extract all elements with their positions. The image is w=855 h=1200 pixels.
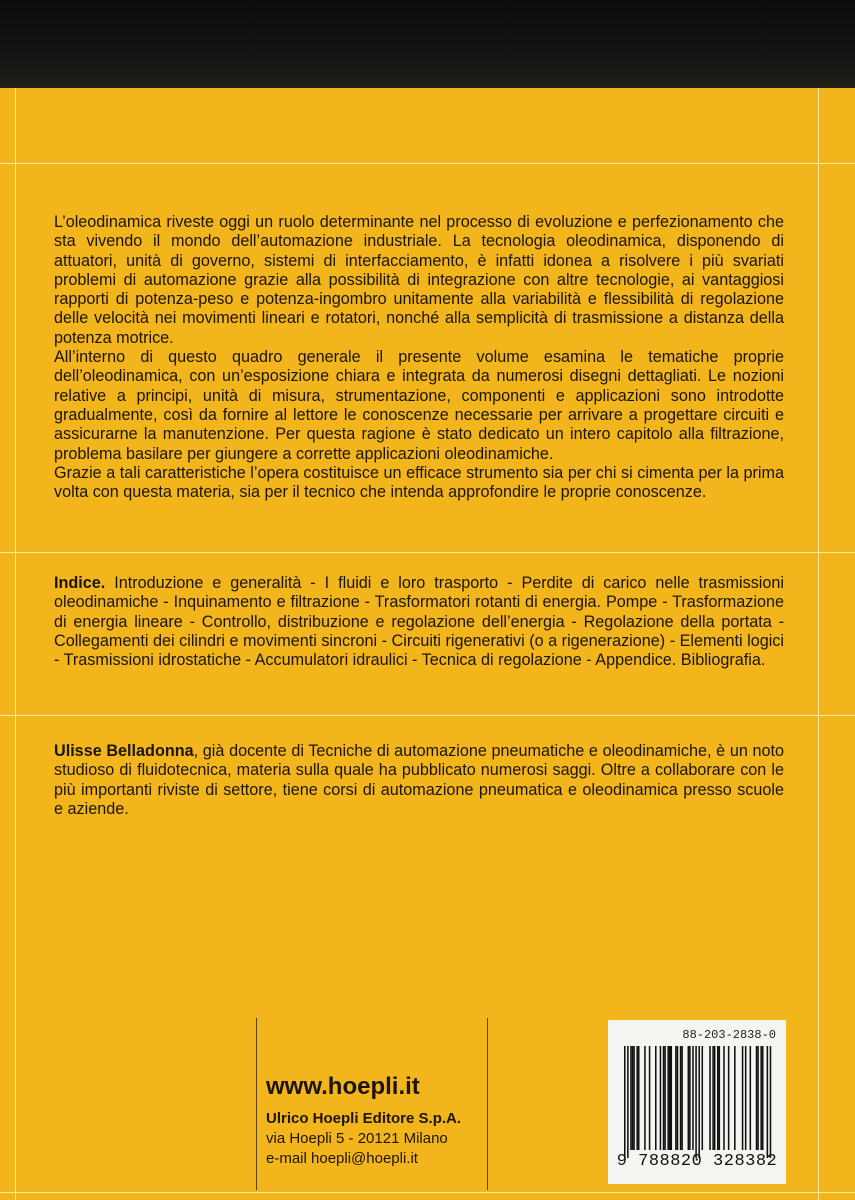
table-of-contents (54, 574, 784, 670)
frame-rule-upper (0, 552, 855, 553)
barcode-bar (671, 1046, 673, 1150)
author-bio (54, 742, 784, 819)
barcode-bar (770, 1046, 772, 1158)
barcode-bar (709, 1046, 711, 1150)
ean-left-group: 788820 (638, 1152, 703, 1171)
barcode-bar (681, 1046, 683, 1150)
barcode-bar (667, 1046, 669, 1150)
publisher-email[interactable]: e-mail hoepli@hoepli.it (266, 1150, 418, 1167)
index-label: Indice. (54, 574, 106, 592)
index-text: Introduzione e generalità - I fluidi e loro trasporto - Perdite di carico nelle trasmissioni oleodinamiche - Inquinamento e filtrazione - Trasformatori rotanti di energia. Pompe - Trasformazione di energia lineare - Controllo, distribuzione e regolazione dell’energia - Regolazione della portata - Collegamenti dei cilindri e movimenti sincroni - Circuiti rigenerativi (o a rigenerazione) - Elementi logici - Trasmissioni idrostatiche - Accumulatori idraulici - Tecnica di regolazione - Appendice. Bibliografia. (54, 574, 784, 670)
barcode-bar (669, 1046, 671, 1150)
barcode-bar (760, 1046, 762, 1150)
frame-rule-middle (0, 715, 855, 716)
barcode-bar (675, 1046, 677, 1150)
barcode-bar (638, 1046, 640, 1150)
barcode-bar (762, 1046, 764, 1150)
barcode-bar (712, 1046, 714, 1150)
frame-rule-bottom (0, 1192, 855, 1193)
barcode-bar (660, 1046, 662, 1150)
frame-rule-top (0, 163, 855, 164)
barcode-bar (663, 1046, 665, 1150)
barcode-bar (677, 1046, 679, 1150)
ean-right-group: 328382 (713, 1152, 778, 1171)
barcode-bar (627, 1046, 629, 1158)
barcode-label (608, 1020, 786, 1184)
barcode-bar (680, 1046, 682, 1150)
barcode-bar (702, 1046, 704, 1150)
publisher-url[interactable]: www.hoepli.it (266, 1073, 420, 1100)
barcode-bar (756, 1046, 758, 1150)
author-name: Ulisse Belladonna (54, 742, 194, 760)
publisher-divider-right (487, 1018, 488, 1190)
barcode-bar (719, 1046, 721, 1150)
publisher-address: via Hoepli 5 - 20121 Milano (266, 1130, 448, 1147)
book-description (54, 213, 784, 502)
publisher-name: Ulrico Hoepli Editore S.p.A. (266, 1110, 462, 1127)
barcode-bar (723, 1046, 725, 1150)
barcode-bar (728, 1046, 730, 1150)
barcode-bar (698, 1046, 700, 1158)
barcode-bar (664, 1046, 666, 1150)
barcode-bar (688, 1046, 690, 1150)
publisher-divider-left (256, 1018, 257, 1190)
barcode-bar (633, 1046, 635, 1150)
description-paragraph-3: Grazie a tali caratteristiche l’opera costituisce un efficace strumento sia per chi si cimenta per la prima volta con questa materia, sia per il tecnico che intenda approfondire le proprie conoscenze. (54, 463, 784, 502)
ean-first-digit: 9 (616, 1152, 628, 1171)
isbn-number: 88-203-2838-0 (682, 1028, 776, 1042)
barcode-bar (689, 1046, 691, 1150)
barcode-bar (649, 1046, 651, 1150)
barcode-bar (714, 1046, 716, 1150)
top-dark-edge (0, 0, 855, 90)
barcode-bar (745, 1046, 747, 1150)
frame-rule-left (15, 88, 16, 1200)
barcode-bar (636, 1046, 638, 1150)
barcode-bar (632, 1046, 634, 1150)
frame-rule-right (818, 88, 819, 1200)
barcode-bar (695, 1046, 697, 1158)
barcode-bar (757, 1046, 759, 1150)
barcode-bar (624, 1046, 626, 1158)
barcode-bar (692, 1046, 694, 1150)
barcode-bar (742, 1046, 744, 1150)
barcode-bar (630, 1046, 632, 1150)
author-bio-text: , già docente di Tecniche di automazione pneumatiche e oleodinamiche, è un noto studioso di fluidotecnica, materia sulla quale ha pubblicato numerosi saggi. Oltre a collaborare con le più importanti riviste di settore, tiene corsi di automazione pneumatica e oleodinamica presso scuole e aziende. (54, 742, 785, 818)
barcode-bar (655, 1046, 657, 1150)
description-paragraph-2: All’interno di questo quadro generale il presente volume esamina le tematiche proprie dell’oleodinamica, con un’esposizione chiara e integrata da numerosi disegni dettagliati. Le nozioni relative a principi, unità di misura, strumentazione, componenti e applicazioni sono introdotte gradualmente, così da fornire al lettore le conoscenze necessarie per arrivare a progettare circuiti e assicurarne la manutenzione. Per questa ragione è stato dedicato un intero capitolo alla filtrazione, problema basilare per giungere a corrette applicazioni oleodinamiche. (54, 348, 784, 463)
description-paragraph-1: L’oleodinamica riveste oggi un ruolo determinante nel processo di evoluzione e perfezionamento che sta vivendo il mondo dell’automazione industriale. La tecnologia oleodinamica, disponendo di attuatori, unità di governo, sistemi di interfacciamento, è infatti idonea a risolvere i più svariati problemi di automazione grazie alla possibilità di integrazione con altre tecnologie, ai vantaggiosi rapporti di potenza-peso e potenza-ingombro unitamente alla variabilità e flessibilità di regolazione delle velocità nei movimenti lineari e rotatori, nonché alla semplicità di trasmissione a distanza della potenza motrice. (54, 213, 784, 347)
barcode-bar (767, 1046, 769, 1158)
barcode-bar (644, 1046, 646, 1150)
barcode-bar (717, 1046, 719, 1150)
ean-digits (608, 1152, 786, 1171)
publisher-block (266, 1072, 461, 1169)
barcode-bar (734, 1046, 736, 1150)
barcode-bar (750, 1046, 752, 1150)
